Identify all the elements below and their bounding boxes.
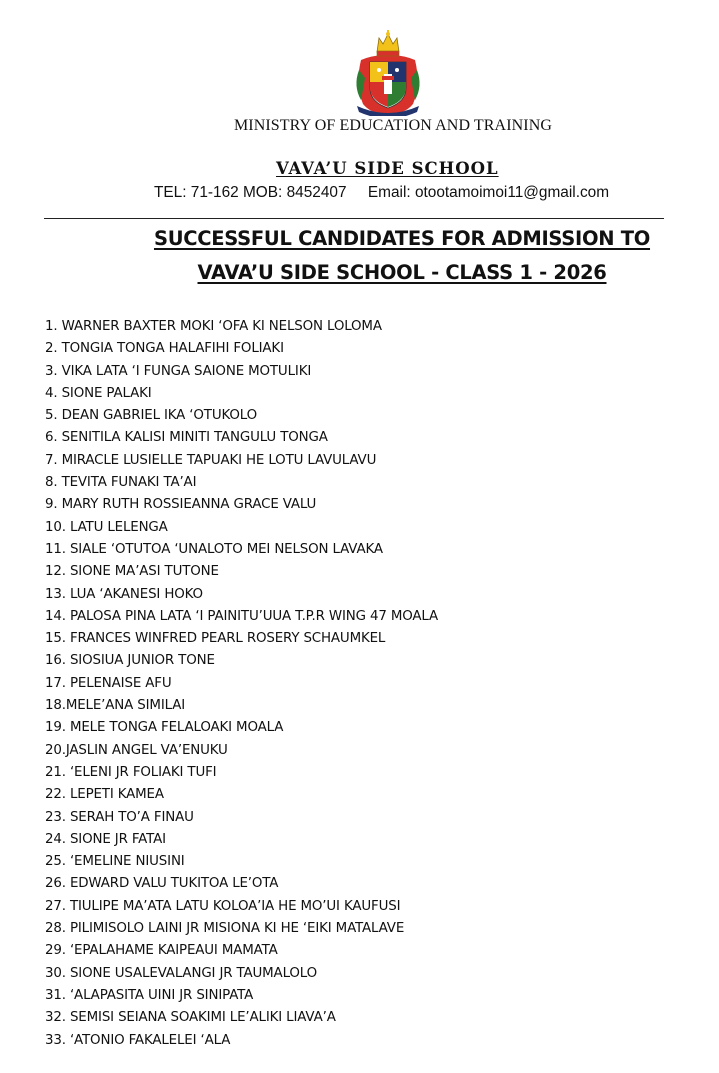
crest-crown (377, 30, 399, 56)
list-item: 21. ‘ELENI JR FOLIAKI TUFI (45, 764, 217, 780)
list-item: 20.JASLIN ANGEL VA’ENUKU (45, 742, 228, 758)
list-item: 8. TEVITA FUNAKI TA’AI (45, 475, 197, 491)
header-divider (44, 218, 664, 219)
list-item: 13. LUA ‘AKANESI HOKO (45, 586, 203, 602)
list-item: 7. MIRACLE LUSIELLE TAPUAKI HE LOTU LAVULAVU (45, 452, 377, 468)
email-address[interactable]: Email: otootamoimoi11@gmail.com (367, 184, 610, 201)
list-item: 24. SIONE JR FATAI (45, 831, 166, 847)
list-item: 32. SEMISI SEIANA SOAKIMI LE’ALIKI LIAVA’A (45, 1010, 336, 1026)
list-item: 4. SIONE PALAKI (45, 385, 152, 401)
list-item: 3. VIKA LATA ‘I FUNGA SAIONE MOTULIKI (45, 363, 312, 379)
tonga-coat-of-arms-icon (351, 30, 425, 116)
list-item: 26. EDWARD VALU TUKITOA LE’OTA (45, 876, 279, 892)
list-item: 27. TIULIPE MA’ATA LATU KOLOA’IA HE MO’UI KAUFUSI (45, 898, 401, 914)
list-item: 18.MELE’ANA SIMILAI (45, 698, 186, 714)
list-item: 15. FRANCES WINFRED PEARL ROSERY SCHAUMKEL (45, 631, 386, 647)
list-item: 2. TONGIA TONGA HALAFIHI FOLIAKI (45, 341, 284, 357)
list-item: 19. MELE TONGA FELALOAKI MOALA (45, 720, 284, 736)
list-item: 9. MARY RUTH ROSSIEANNA GRACE VALU (45, 497, 317, 513)
list-item: 23. SERAH TO’A FINAU (45, 809, 194, 825)
list-item: 12. SIONE MA’ASI TUTONE (45, 564, 219, 580)
title-line-2: VAVA’U SIDE SCHOOL - CLASS 1 - 2026 (197, 261, 607, 284)
crest-shield (370, 62, 406, 108)
list-item: 6. SENITILA KALISI MINITI TANGULU TONGA (45, 430, 328, 446)
list-item: 29. ‘EPALAHAME KAIPEAUI MAMATA (45, 943, 278, 959)
ministry-name: MINISTRY OF EDUCATION AND TRAINING (233, 117, 553, 134)
contact-line (154, 184, 609, 202)
school-name: VAVA’U SIDE SCHOOL (276, 159, 499, 178)
list-item: 25. ‘EMELINE NIUSINI (45, 854, 185, 870)
list-item: 22. LEPETI KAMEA (45, 787, 164, 803)
list-item: 14. PALOSA PINA LATA ‘I PAINITU’UUA T.P.R WING 47 MOALA (45, 608, 439, 624)
list-item: 1. WARNER BAXTER MOKI ‘OFA KI NELSON LOLOMA (45, 319, 382, 334)
list-item: 17. PELENAISE AFU (45, 675, 172, 691)
list-item: 10. LATU LELENGA (45, 519, 168, 535)
list-item: 28. PILIMISOLO LAINI JR MISIONA KI HE ‘EIKI MATALAVE (45, 921, 405, 937)
list-item: 5. DEAN GABRIEL IKA ‘OTUKOLO (45, 408, 257, 424)
list-item: 16. SIOSIUA JUNIOR TONE (45, 653, 215, 669)
list-item: 33. ‘ATONIO FAKALELEI ‘ALA (45, 1032, 231, 1048)
phone-numbers: TEL: 71-162 MOB: 8452407 (154, 184, 347, 201)
list-item: 11. SIALE ‘OTUTOA ‘UNALOTO MEI NELSON LAVAKA (45, 541, 383, 557)
list-item: 31. ‘ALAPASITA UINI JR SINIPATA (45, 987, 254, 1003)
list-item: 30. SIONE USALEVALANGI JR TAUMALOLO (45, 965, 318, 981)
candidate-list (45, 317, 438, 1053)
title-line-1: SUCCESSFUL CANDIDATES FOR ADMISSION TO (153, 227, 651, 250)
